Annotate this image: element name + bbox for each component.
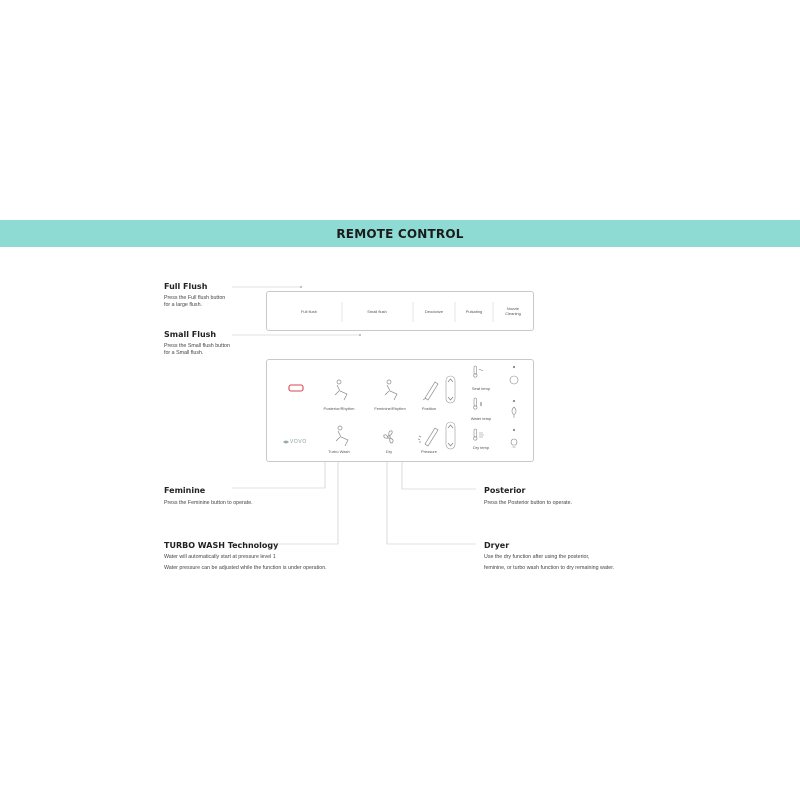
thermometer-dry-icon[interactable]: [474, 429, 484, 440]
posterior-title: Posterior: [484, 486, 526, 495]
brand-name: VOVO: [290, 439, 307, 445]
water-temp-label: Water temp: [470, 416, 492, 421]
full-flush-desc-2: for a large flush.: [164, 302, 202, 308]
leaf-icon[interactable]: [512, 407, 516, 418]
seat-temp-label: Seat temp: [471, 386, 491, 391]
dryer-desc-1: Use the dry function after using the posterior,: [484, 554, 590, 560]
turbo-wash-icon[interactable]: [336, 426, 348, 446]
pulsating-button[interactable]: Pulsating: [465, 309, 483, 314]
position-label: Position: [421, 406, 437, 411]
dryer-desc-2: feminine, or turbo wash function to dry remaining water.: [484, 565, 615, 571]
dry-temp-label: Dry temp: [472, 445, 490, 450]
small-flush-button[interactable]: Small flush: [367, 309, 387, 314]
fan-icon[interactable]: [384, 431, 393, 443]
brand-logo-icon: [283, 441, 289, 444]
turbo-wash-title: TURBO WASH Technology: [164, 541, 279, 550]
posterior-desc: Press the Posterior button to operate.: [484, 500, 573, 506]
eco-mode-icon[interactable]: [510, 376, 518, 384]
dryer-title: Dryer: [484, 541, 510, 550]
full-flush-desc-1: Press the Full flush button: [164, 295, 226, 301]
feminine-wash-icon[interactable]: [385, 380, 397, 400]
deodorize-button[interactable]: Deodorize: [424, 309, 444, 314]
dry-label: Dry: [385, 449, 393, 454]
night-light-icon[interactable]: [511, 439, 517, 447]
small-flush-desc-2: for a Small flush.: [164, 350, 204, 356]
posterior-wash-icon[interactable]: [335, 380, 347, 400]
posterior-rhythm-label: Posterior/Rhythm: [323, 406, 355, 411]
small-flush-desc-1: Press the Small flush button: [164, 343, 230, 349]
nozzle-cleaning-button[interactable]: [495, 306, 531, 316]
small-flush-title: Small Flush: [164, 330, 217, 339]
feminine-title: Feminine: [164, 486, 206, 495]
nozzle-label-2: Cleaning: [505, 311, 521, 316]
thermometer-water-icon[interactable]: [474, 398, 482, 409]
pressure-icon[interactable]: [418, 428, 438, 446]
up-down-button-icon[interactable]: [446, 376, 455, 449]
nozzle-label-1: Nozzle: [506, 306, 520, 311]
turbo-wash-desc-1: Water will automatically start at pressure level 1: [164, 554, 276, 560]
stop-button-icon[interactable]: [289, 385, 303, 391]
feminine-rhythm-label: Feminine/Rhythm: [374, 406, 406, 411]
thermometer-seat-icon[interactable]: [474, 366, 483, 377]
banner-title: REMOTE CONTROL: [336, 226, 464, 241]
turbo-wash-label: Turbo Wash: [328, 449, 350, 454]
main-control-panel: [266, 359, 534, 462]
full-flush-button[interactable]: Full flush: [300, 309, 317, 314]
pressure-label: Pressure: [420, 449, 437, 454]
full-flush-title: Full Flush: [164, 282, 208, 291]
nozzle-position-icon[interactable]: [423, 382, 438, 400]
turbo-wash-desc-2: Water pressure can be adjusted while the function is under operation.: [164, 565, 327, 571]
top-button-panel: [266, 291, 534, 331]
feminine-desc: Press the Feminine button to operate.: [164, 500, 253, 506]
